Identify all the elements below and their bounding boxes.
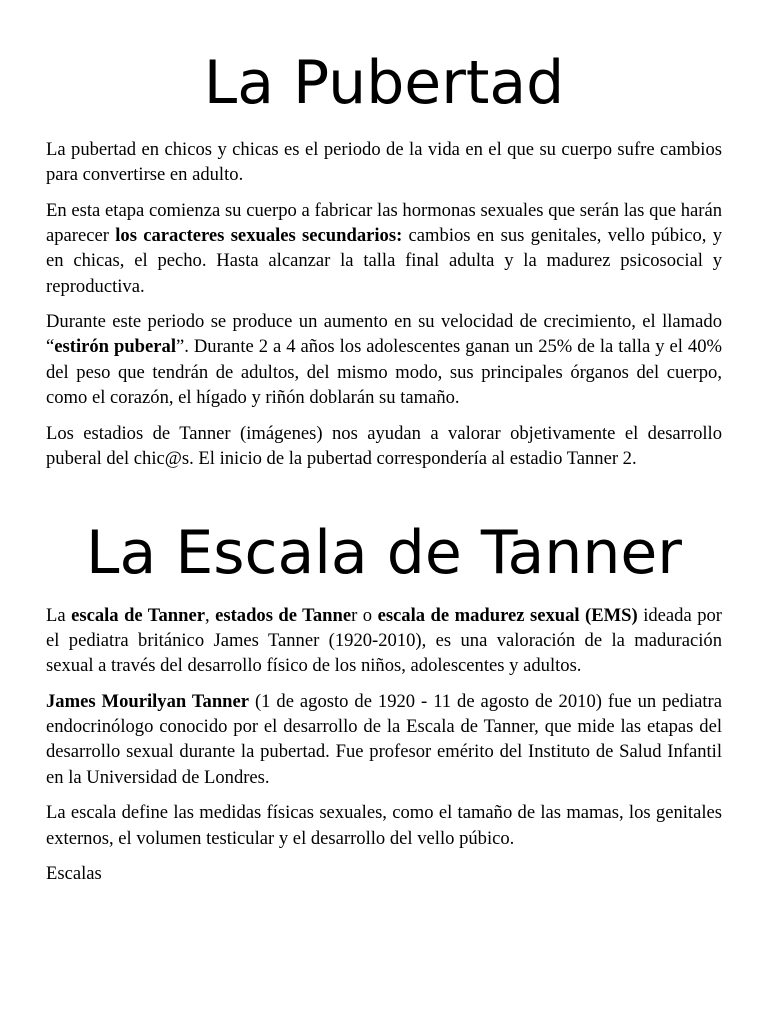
paragraph-hormonas <box>46 198 722 299</box>
text-segment: cambios en sus genitales, vello púbico, y en chicas, el pecho. Hasta alcanzar la talla final adulta y la madurez psicosocial y reproductiva. <box>46 225 722 297</box>
text-segment: , <box>204 604 216 626</box>
bold-estados-tanner: estados de Tanne <box>215 604 352 626</box>
bold-escala-tanner: escala de Tanner <box>71 604 205 626</box>
paragraph-crecimiento <box>46 309 722 410</box>
bold-caracteres: los caracteres sexuales secundarios: <box>115 225 403 247</box>
paragraph-estadios: Los estadios de Tanner (imágenes) nos ayudan a valorar objetivamente el desarrollo puberal del chic@s. El inicio de la pubertad correspondería al estadio Tanner 2. <box>46 422 722 469</box>
title-escala-tanner: La Escala de Tanner <box>86 517 682 588</box>
text-segment: (1 de agosto de 1920 - 11 de agosto de 2010) fue un pediatra endocrinólogo conocido por el desarrollo de la Escala de Tanner, que mide las etapas del desarrollo sexual durante la pubertad. Fue profesor emérito del Instituto de Salud Infantil en la Universidad de Londres. <box>46 691 722 788</box>
bold-ems: escala de madurez sexual (EMS) <box>377 604 638 626</box>
text-segment: En esta etapa comienza su cuerpo a fabricar las hormonas sexuales que serán las que harán aparecer <box>46 199 722 247</box>
document-page <box>46 0 722 897</box>
paragraph-medidas: La escala define las medidas físicas sexuales, como el tamaño de las mamas, los genitales externos, el volumen testicular y el desarrollo del vello púbico. <box>46 802 722 849</box>
text-segment: La <box>46 604 72 626</box>
paragraph-escala-def <box>46 603 722 679</box>
paragraph-pubertad-intro: La pubertad en chicos y chicas es el periodo de la vida en el que su cuerpo sufre cambios para convertirse en adulto. <box>46 139 722 186</box>
text-segment: r o <box>351 604 378 626</box>
bold-estiron: estirón puberal <box>54 336 176 358</box>
text-segment: ”. Durante 2 a 4 años los adolescentes ganan un 25% de la talla y el 40% del peso que tendrán de adultos, del mismo modo, sus principales órganos del cuerpo, como el corazón, el hígado y riñón doblarán su tamaño. <box>46 336 722 408</box>
text-segment: ideada por el pediatra británico James Tanner (1920-2010), es una valoración de la maduración sexual a través del desarrollo físico de los niños, adolescentes y adultos. <box>46 604 722 677</box>
text-segment: Durante este periodo se produce un aumento en su velocidad de crecimiento, el llamado “ <box>46 311 722 358</box>
paragraph-escalas: Escalas <box>46 863 102 885</box>
title-la-pubertad: La Pubertad <box>203 48 565 118</box>
bold-james-tanner: James Mourilyan Tanner <box>46 691 250 713</box>
paragraph-james-tanner <box>46 689 722 790</box>
